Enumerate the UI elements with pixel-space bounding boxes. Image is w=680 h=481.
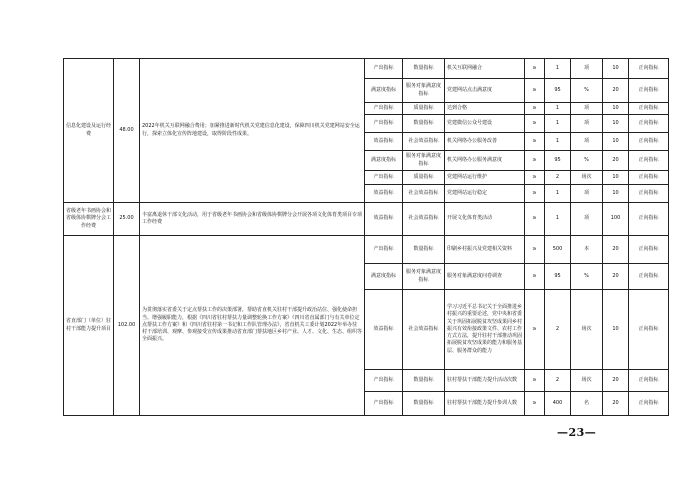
indicator-level1: 产出指标: [365, 59, 403, 79]
indicator-operator: ≥: [525, 392, 545, 416]
indicator-level2: 数量指标: [403, 370, 445, 392]
indicator-level3: 机关网络办公服务满意度: [445, 151, 525, 171]
table-row: [64, 236, 669, 264]
indicator-level1: 效益指标: [365, 185, 403, 203]
indicator-unit: 项: [571, 59, 603, 79]
indicator-score: 100: [603, 203, 629, 236]
indicator-level2: 质量指标: [403, 171, 445, 185]
indicator-level3: 党建网站运行维护: [445, 171, 525, 185]
indicator-unit: 项: [571, 133, 603, 151]
indicator-direction: 正向指标: [629, 103, 669, 115]
indicator-operator: ≥: [525, 59, 545, 79]
indicator-unit: 项: [571, 203, 603, 236]
indicator-level2: 服务对象满意度指标: [403, 79, 445, 103]
indicator-value: 1: [545, 103, 571, 115]
indicator-value: 2: [545, 171, 571, 185]
indicator-level2: 数量指标: [403, 115, 445, 133]
indicator-score: 20: [603, 236, 629, 264]
indicator-value: 1: [545, 115, 571, 133]
indicator-direction: 正向指标: [629, 59, 669, 79]
indicator-level2: 社会效益指标: [403, 185, 445, 203]
performance-table: [63, 58, 669, 416]
indicator-value: 2: [545, 290, 571, 370]
indicator-direction: 正向指标: [629, 370, 669, 392]
indicator-level3: 机关互联网融合: [445, 59, 525, 79]
indicator-value: 1: [545, 133, 571, 151]
indicator-level2: 社会效益指标: [403, 203, 445, 236]
indicator-level3: 达到合格: [445, 103, 525, 115]
indicator-direction: 正向指标: [629, 185, 669, 203]
indicator-value: 400: [545, 392, 571, 416]
indicator-level3: 党建网站点击满意度: [445, 79, 525, 103]
indicator-score: 10: [603, 115, 629, 133]
indicator-direction: 正向指标: [629, 236, 669, 264]
indicator-operator: ≥: [525, 103, 545, 115]
indicator-operator: ≥: [525, 203, 545, 236]
project-amount: 48.00: [114, 59, 140, 203]
indicator-level1: 满意度指标: [365, 79, 403, 103]
indicator-operator: ≥: [525, 370, 545, 392]
indicator-level1: 产出指标: [365, 103, 403, 115]
indicator-level1: 效益指标: [365, 133, 403, 151]
indicator-direction: 正向指标: [629, 392, 669, 416]
indicator-level2: 数量指标: [403, 59, 445, 79]
indicator-score: 20: [603, 370, 629, 392]
table-row: [64, 59, 669, 79]
indicator-level3: 党建微信公众号建设: [445, 115, 525, 133]
indicator-score: 10: [603, 171, 629, 185]
indicator-score: 10: [603, 133, 629, 151]
indicator-level2: 数量指标: [403, 236, 445, 264]
indicator-score: 20: [603, 392, 629, 416]
indicator-operator: ≥: [525, 171, 545, 185]
table-body: [64, 59, 669, 416]
project-goal: 为贯彻落实省委关于定点帮扶工作的决策部署，帮助省直机关驻村干部提升政治站位、强化使命担当、增强履职能力，根据《四川省驻村帮扶力量调整轮换工作方案》《四川省直属部门与有关单位定点帮扶工作方案》和《四川省驻村第一书记和工作队管理办法》，省直机关工委计划2022年举办驻村干部培训、观摩、参观接受宣传成果推动省直部门帮扶地区乡村产业、人才、文化、生态、组织等全面振兴。: [140, 236, 365, 416]
indicator-value: 1: [545, 59, 571, 79]
indicator-operator: ≥: [525, 115, 545, 133]
indicator-level3: 驻村帮扶干部能力提升活动次数: [445, 370, 525, 392]
indicator-direction: 正向指标: [629, 290, 669, 370]
indicator-direction: 正向指标: [629, 79, 669, 103]
indicator-unit: 名: [571, 392, 603, 416]
indicator-unit: 本: [571, 236, 603, 264]
indicator-operator: ≥: [525, 185, 545, 203]
page-number: —23—: [557, 426, 597, 439]
indicator-level2: 服务对象满意度指标: [403, 151, 445, 171]
table-row: [64, 203, 669, 236]
indicator-value: 95: [545, 264, 571, 290]
indicator-unit: 场次: [571, 171, 603, 185]
indicator-unit: 项: [571, 103, 603, 115]
indicator-level1: 产出指标: [365, 392, 403, 416]
project-amount: 25.00: [114, 203, 140, 236]
project-name: 信息化建设及运行经费: [64, 59, 114, 203]
indicator-level1: 产出指标: [365, 236, 403, 264]
indicator-value: 1: [545, 203, 571, 236]
indicator-value: 95: [545, 79, 571, 103]
indicator-level1: 效益指标: [365, 290, 403, 370]
indicator-level3: 开展文化体育类活动: [445, 203, 525, 236]
project-amount: 102.00: [114, 236, 140, 416]
indicator-value: 1: [545, 185, 571, 203]
indicator-operator: ≥: [525, 290, 545, 370]
indicator-level1: 满意度指标: [365, 151, 403, 171]
indicator-score: 10: [603, 59, 629, 79]
indicator-unit: 场次: [571, 290, 603, 370]
indicator-operator: ≥: [525, 79, 545, 103]
indicator-operator: ≥: [525, 151, 545, 171]
indicator-value: 95: [545, 151, 571, 171]
indicator-level2: 质量指标: [403, 103, 445, 115]
indicator-level3: 机关网络办公服务改善: [445, 133, 525, 151]
indicator-direction: 正向指标: [629, 203, 669, 236]
indicator-operator: ≥: [525, 264, 545, 290]
indicator-level3: 学习习近平总书记关于全面推进乡村振兴的重要论述，党中央和省委关于巩固拓展脱贫攻坚成果同乡村振兴有效衔接政策文件、农村工作方式方法，提升驻村干部推动巩固拓展脱贫攻坚成果的能力和服务基层、服务群众的能力: [445, 290, 525, 370]
indicator-level2: 社会效益指标: [403, 133, 445, 151]
indicator-value: 2: [545, 370, 571, 392]
indicator-level1: 产出指标: [365, 370, 403, 392]
indicator-value: 500: [545, 236, 571, 264]
indicator-score: 20: [603, 151, 629, 171]
indicator-unit: %: [571, 79, 603, 103]
indicator-level3: 党建网站运行稳定: [445, 185, 525, 203]
project-name: 省级老年书画协会和省级体协棋牌分会工作经费: [64, 203, 114, 236]
indicator-level3: 印刷乡村振兴及党建相关资料: [445, 236, 525, 264]
indicator-score: 20: [603, 264, 629, 290]
indicator-level2: 服务对象满意度指标: [403, 264, 445, 290]
indicator-unit: %: [571, 264, 603, 290]
indicator-level3: 驻村帮扶干部能力提升参训人数: [445, 392, 525, 416]
indicator-direction: 正向指标: [629, 115, 669, 133]
indicator-level2: 社会效益指标: [403, 290, 445, 370]
indicator-direction: 正向指标: [629, 151, 669, 171]
project-goal: 丰富离退休干部文化活动，用于省级老年书画协会和省级体协棋牌分会开展各项文化体育类项目专项工作经费: [140, 203, 365, 236]
indicator-unit: 场次: [571, 370, 603, 392]
indicator-score: 20: [603, 79, 629, 103]
indicator-level1: 满意度指标: [365, 264, 403, 290]
indicator-unit: 项: [571, 115, 603, 133]
indicator-direction: 正向指标: [629, 264, 669, 290]
indicator-level1: 产出指标: [365, 171, 403, 185]
indicator-operator: ≥: [525, 236, 545, 264]
indicator-level1: 产出指标: [365, 115, 403, 133]
project-goal: 2022年机关互联网融合费用；加紧推进新时代机关党建信息化建设，保障四川机关党建网站安全运行，探索立体化宣传阵地建设，取得阶段性成果。: [140, 59, 365, 203]
indicator-unit: %: [571, 151, 603, 171]
indicator-score: 10: [603, 290, 629, 370]
indicator-level1: 效益指标: [365, 203, 403, 236]
indicator-level2: 数量指标: [403, 392, 445, 416]
indicator-unit: 项: [571, 185, 603, 203]
indicator-score: 10: [603, 185, 629, 203]
indicator-direction: 正向指标: [629, 171, 669, 185]
indicator-level3: 服务对象满意度问卷调查: [445, 264, 525, 290]
project-name: 省直部门（单位）驻村干部能力提升项目: [64, 236, 114, 416]
indicator-score: 10: [603, 103, 629, 115]
indicator-operator: ≥: [525, 133, 545, 151]
indicator-direction: 正向指标: [629, 133, 669, 151]
